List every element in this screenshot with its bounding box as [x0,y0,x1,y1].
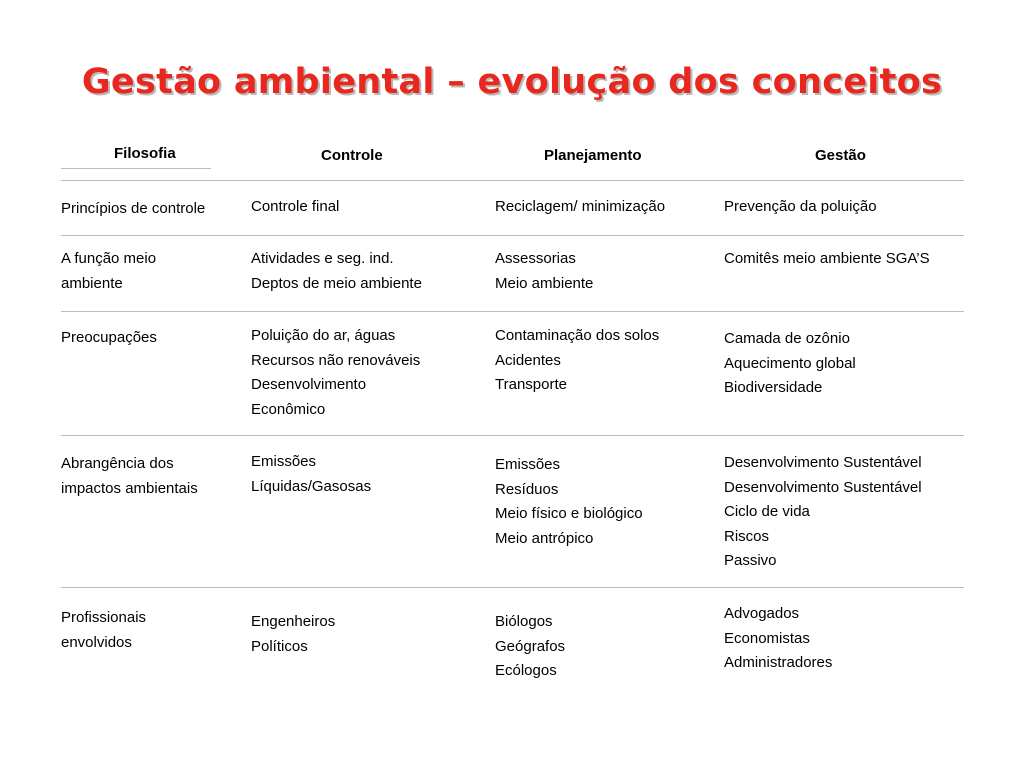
table-cell-gestao [724,247,930,272]
cell-line: Biólogos [495,613,553,630]
cell-line: Ecólogos [495,662,557,679]
cell-line: Geógrafos [495,637,566,655]
cell-line: Prevenção da poluição [724,198,877,215]
cell-line: Meio ambiente [495,274,594,292]
table-cell-planejamento [495,195,665,220]
cell-line: Passivo [724,552,777,569]
cell-line: Desenvolvimento Sustentável [724,478,922,496]
table-cell-controle [251,324,420,422]
cell-line: Líquidas/Gasosas [251,477,372,495]
column-header-filosofia: Filosofia [114,145,176,162]
cell-line: envolvidos [61,633,132,651]
row-divider [61,235,964,236]
table-cell-controle [251,450,371,499]
cell-line: Contaminação dos solos [495,327,660,344]
cell-line: Aquecimento global [724,354,856,372]
cell-line: A função meio [61,250,157,267]
cell-line: Meio físico e biológico [495,505,643,522]
cell-line: Engenheiros [251,613,336,630]
table-cell-controle [251,195,339,220]
cell-line: Princípios de controle [61,200,206,217]
table-cell-gestao [724,195,877,220]
cell-line: Emissões [251,453,317,470]
table-cell-gestao [724,451,922,574]
cell-line: Ciclo de vida [724,503,810,520]
cell-line: Desenvolvimento [251,376,367,393]
cell-line: Assessorias [495,250,576,267]
cell-line: Reciclagem/ minimização [495,198,666,215]
table-cell-controle [251,247,422,296]
column-header-gestao: Gestão [815,147,866,164]
cell-line: Resíduos [495,480,559,498]
cell-line: Profissionais [61,609,147,626]
cell-line: Atividades e seg. ind. [251,250,394,267]
table-row-label [61,606,146,655]
cell-line: Biodiversidade [724,379,823,396]
table-cell-controle [251,610,335,659]
table-row-label [61,452,198,501]
cell-line: Administradores [724,654,833,671]
cell-line: Abrangência dos [61,455,174,472]
header-underline [61,168,211,169]
table-row-label [61,197,205,222]
cell-line: Econômico [251,400,326,418]
cell-line: Desenvolvimento Sustentável [724,454,922,471]
row-divider [61,587,964,588]
cell-line: Advogados [724,605,800,622]
page-title: Gestão ambiental – evolução dos conceitos [81,62,943,102]
table-row-label [61,326,157,351]
cell-line: Poluição do ar, águas [251,327,396,344]
cell-line: Transporte [495,376,567,393]
table-cell-planejamento [495,453,643,551]
cell-line: Camada de ozônio [724,330,850,347]
table-cell-planejamento [495,610,565,684]
row-divider [61,435,964,436]
cell-line: ambiente [61,274,123,292]
cell-line: Meio antrópico [495,529,594,547]
row-divider [61,311,964,312]
column-header-controle: Controle [321,147,383,164]
table-cell-planejamento [495,247,593,296]
row-divider [61,180,964,181]
table-cell-planejamento [495,324,659,398]
cell-line: Riscos [724,527,770,545]
cell-line: Acidentes [495,351,561,369]
cell-line: Preocupações [61,329,157,346]
column-header-planejamento: Planejamento [544,147,642,164]
cell-line: Recursos não renováveis [251,351,421,369]
cell-line: Emissões [495,456,561,473]
cell-line: Controle final [251,198,340,215]
cell-line: impactos ambientais [61,479,198,497]
table-row-label [61,247,156,296]
cell-line: Economistas [724,629,810,647]
cell-line: Políticos [251,637,308,655]
cell-line: Comitês meio ambiente SGA’S [724,250,930,267]
table-cell-gestao [724,327,856,401]
cell-line: Deptos de meio ambiente [251,274,422,292]
table-cell-gestao [724,602,832,676]
